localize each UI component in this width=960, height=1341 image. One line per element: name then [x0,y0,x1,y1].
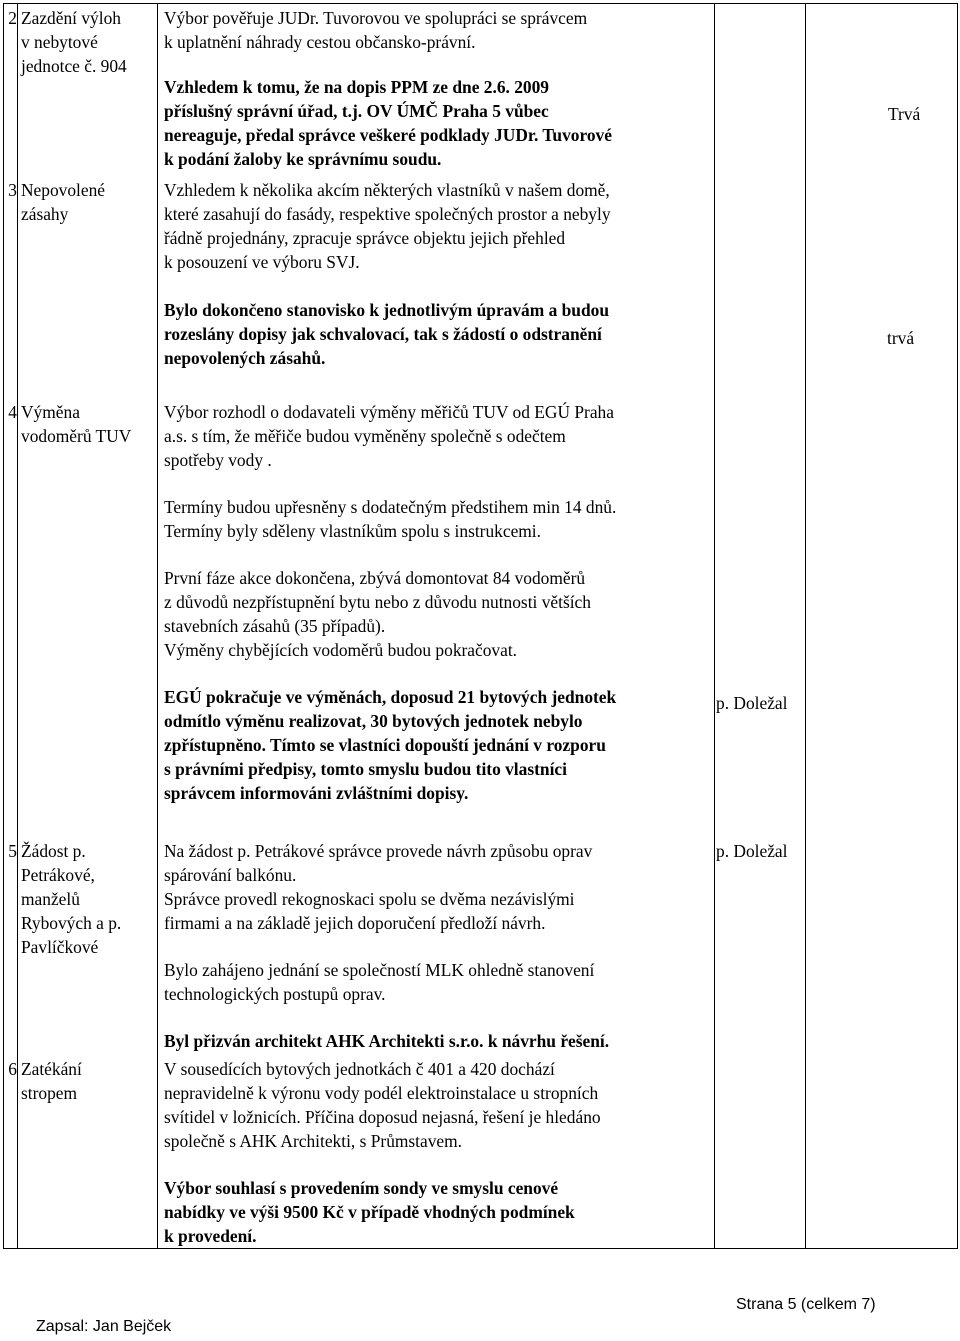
assignee-text: p. Doležal [716,693,788,713]
text-line: Termíny budou upřesněny s dodatečným předstihem min 14 dnů. [164,497,617,517]
text-line: První fáze akce dokončena, zbývá domontovat 84 vodoměrů [164,568,586,588]
row-topic [21,6,127,78]
topic-line: Zatékání [21,1059,82,1079]
text-line: Vzhledem k tomu, že na dopis PPM ze dne 2.6. 2009 [164,77,549,97]
topic-line: v nebytové [21,32,98,52]
text-line: Výměny chybějících vodoměrů budou pokračovat. [164,640,518,660]
topic-line: vodoměrů TUV [21,426,132,446]
row-number: 4 [8,402,17,422]
text-line: s právními předpisy, tomto smyslu budou tito vlastníci [164,759,567,779]
text-line: k uplatnění náhrady cestou občansko-právní. [164,32,476,52]
topic-line: Výměna [21,402,80,422]
row-description [164,6,612,171]
column-divider [805,3,806,1249]
table-border-top [3,3,958,4]
text-line: zpřístupněno. Tímto se vlastníci dopouští jednání v rozporu [164,735,606,755]
text-line: řádně projednány, zpracuje správce objektu jejich přehled [164,228,566,248]
text-line: Výbor souhlasí s provedením sondy ve smyslu cenové [164,1178,559,1198]
topic-line: Nepovolené [21,180,106,200]
topic-line: stropem [21,1083,78,1103]
text-line: Byl přizván architekt AHK Architekti s.r.o. k návrhu řešení. [164,1031,610,1051]
row-topic [21,839,121,959]
text-line: Bylo dokončeno stanovisko k jednotlivým úpravám a budou [164,300,610,320]
row-number: 6 [8,1059,17,1079]
text-line: technologických postupů oprav. [164,984,386,1004]
text-line: rozeslány dopisy jak schvalovací, tak s žádostí o odstranění [164,324,602,344]
text-line: V sousedících bytových jednotkách č 401 a 420 dochází [164,1059,555,1079]
text-line: spotřeby vody . [164,450,272,470]
topic-line: Zazdění výloh [21,8,121,28]
table-border-bottom [3,1248,958,1249]
row-topic [21,178,105,226]
row-description [164,178,611,370]
text-line: k posouzení ve výboru SVJ. [164,252,360,272]
column-divider [17,3,18,1249]
row-number: 2 [8,8,17,28]
text-line: a.s. s tím, že měřiče budou vyměněny společně s odečtem [164,426,566,446]
text-line: nepovolených zásahů. [164,348,326,368]
topic-line: Rybových a p. [21,913,122,933]
text-line: stavebních zásahů (35 případů). [164,616,386,636]
text-line: Výbor pověřuje JUDr. Tuvorovou ve spolupráci se správcem [164,8,588,28]
topic-line: zásahy [21,204,69,224]
topic-line: Žádost p. [21,841,86,861]
text-line: Na žádost p. Petrákové správce provede návrh způsobu oprav [164,841,593,861]
text-line: příslušný správní úřad, t.j. OV ÚMČ Praha 5 vůbec [164,101,549,121]
text-line: Vzhledem k několika akcím některých vlastníků v našem domě, [164,180,610,200]
row-description [164,839,609,1053]
topic-line: manželů [21,889,80,909]
text-line: k podání žaloby ke správnímu soudu. [164,149,442,169]
status-text: trvá [887,328,915,348]
table-border-right [957,3,958,1249]
text-line: k provedení. [164,1226,257,1246]
text-line: z důvodů nezpřístupnění bytu nebo z důvodu nutnosti větších [164,592,591,612]
footer-author: Zapsal: Jan Bejček [36,1318,172,1335]
row-number: 5 [8,841,17,861]
text-line: svítidel v ložnicích. Příčina doposud nejasná, řešení je hledáno [164,1107,601,1127]
text-line: odmítlo výměnu realizovat, 30 bytových jednotek nebylo [164,711,583,731]
assignee-text: p. Doležal [716,841,788,861]
topic-line: Petrákové, [21,865,95,885]
column-divider [714,3,715,1249]
text-line: firmami a na základě jejich doporučení předloží návrh. [164,913,546,933]
text-line: nepravidelně k výronu vody podél elektroinstalace u stropních [164,1083,599,1103]
text-line: spárování balkónu. [164,865,297,885]
row-description [164,1057,601,1248]
row-number: 3 [8,180,17,200]
text-line: správcem informováni zvláštními dopisy. [164,783,469,803]
topic-line: jednotce č. 904 [21,56,127,76]
row-topic [21,1057,82,1105]
text-line: EGÚ pokračuje ve výměnách, doposud 21 bytových jednotek [164,687,617,707]
text-line: které zasahují do fasády, respektive společných prostor a nebyly [164,204,611,224]
text-line: Bylo zahájeno jednání se společností MLK ohledně stanovení [164,960,595,980]
row-description [164,400,616,805]
text-line: nabídky ve výši 9500 Kč v případě vhodných podmínek [164,1202,575,1222]
row-topic [21,400,131,448]
text-line: nereaguje, předal správce veškeré podklady JUDr. Tuvorové [164,125,612,145]
text-line: Správce provedl rekognoskaci spolu se dvěma nezávislými [164,889,575,909]
text-line: Výbor rozhodl o dodavateli výměny měřičů TUV od EGÚ Praha [164,402,614,422]
status-text: Trvá [888,104,921,124]
text-line: Termíny byly sděleny vlastníkům spolu s instrukcemi. [164,521,541,541]
text-line: společně s AHK Architekti, s Průmstavem. [164,1131,463,1151]
column-divider [157,3,158,1249]
topic-line: Pavlíčkové [21,937,99,957]
footer-page-number: Strana 5 (celkem 7) [736,1296,876,1313]
